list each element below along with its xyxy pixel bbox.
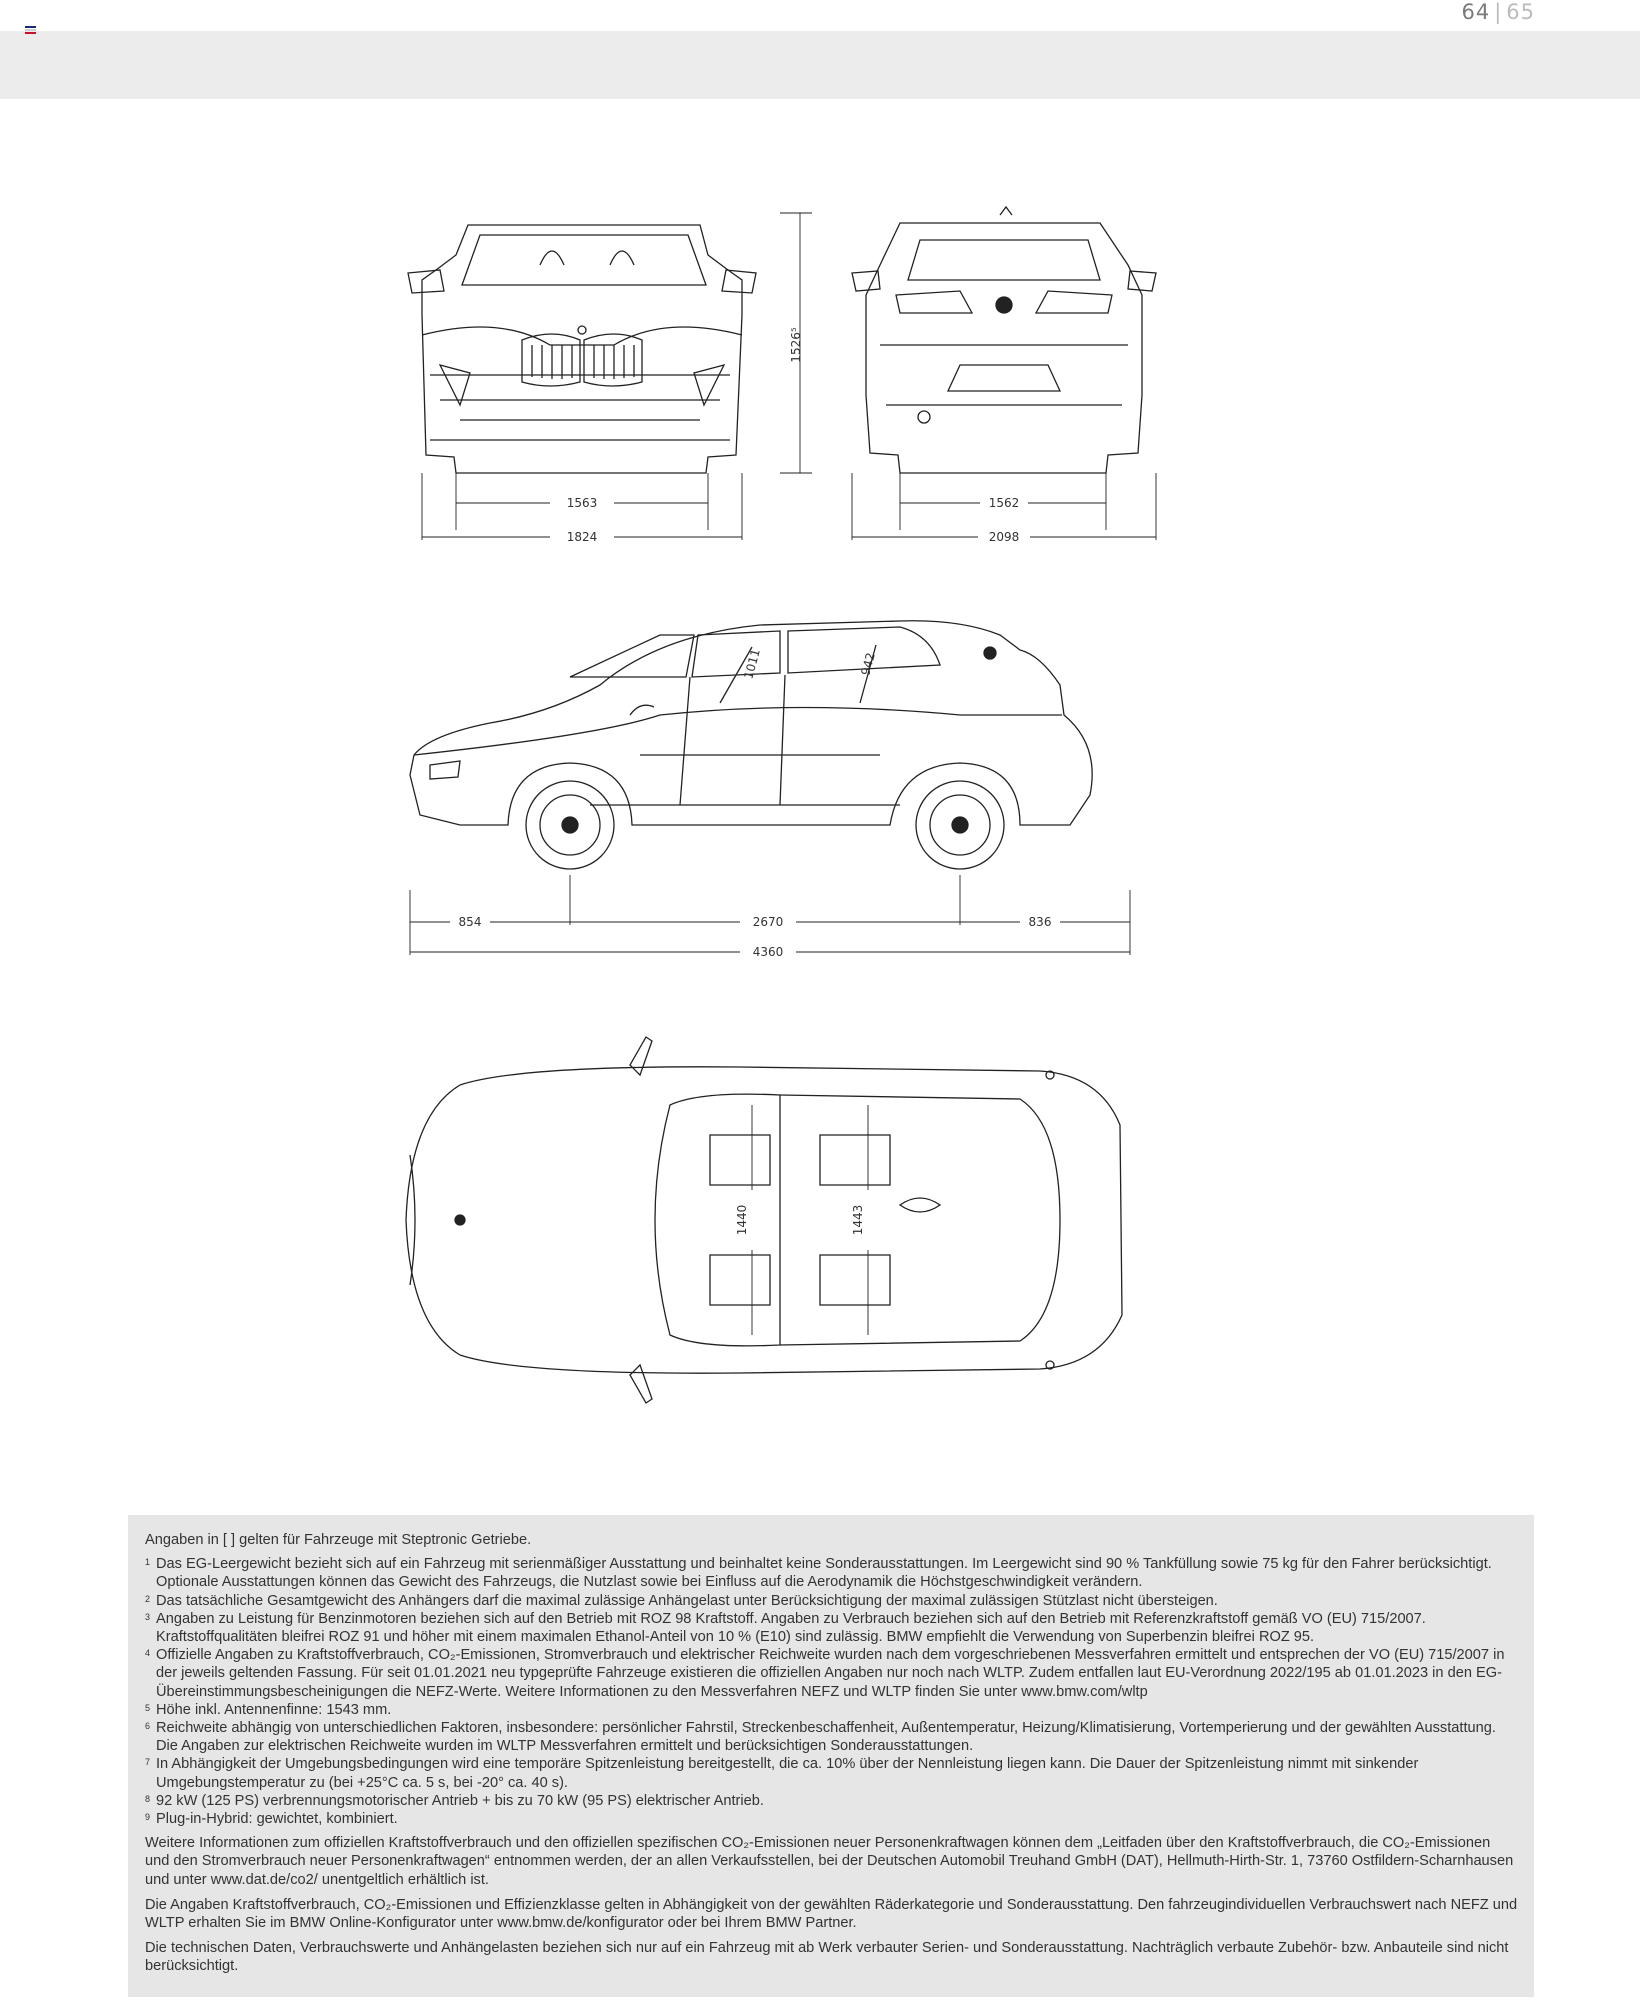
footnote-text: Höhe inkl. Antennenfinne: 1543 mm. [156, 1701, 392, 1718]
footnote-number: 2 [145, 1593, 151, 1604]
dim-front-track: 1563 [566, 496, 598, 510]
flag-stripe [25, 29, 36, 31]
footnote-text: In Abhängigkeit der Umgebungsbedingungen wird eine temporäre Spitzenleistung bereitgestellt, die ca. 10% über der Nennleistung liegen kann. Die Dauer der Spitzenleistung nimmt mit sinkender Umgebungstemperatur zu (bei +25°C ca. 5 s, bei -20° ca. 40 s). [156, 1756, 1419, 1791]
footnote-item [145, 1810, 1518, 1828]
footnote-text: Reichweite abhängig von unterschiedlichen Faktoren, insbesondere: persönlicher Fahrstil, Streckenbeschaffenheit, Außentemperatur, Heizung/Klimatisierung, Vortemperierung und der gewählten Ausstattung. Die Angaben zur elektrischen Reichweite wurden im WLTP Messverfahren ermittelt und berücksichtigen Sonderausstattungen. [156, 1720, 1496, 1755]
dim-rear-overhang: 836 [1028, 915, 1052, 929]
footnote-text: Das EG-Leergewicht bezieht sich auf ein Fahrzeug mit serienmäßiger Ausstattung und beinhaltet keine Sonderausstattungen. Im Leergewicht sind 90 % Tankfüllung sowie 75 kg für den Fahrer berücksichtigt. Optionale Ausstattungen können das Gewicht des Fahrzeugs, die Nutzlast sowie bei Einfluss auf die Aerodynamik die Höchstgeschwindigkeit verändern. [156, 1556, 1492, 1591]
top-view-drawing [406, 1037, 1122, 1403]
flag-stripe [25, 32, 36, 34]
footnote-item [145, 1719, 1518, 1755]
front-view-drawing [408, 225, 756, 473]
footnote-item [145, 1610, 1518, 1646]
footnote-text: Plug-in-Hybrid: gewichtet, kombiniert. [156, 1811, 398, 1828]
footnote-text: Offizielle Angaben zu Kraftstoffverbrauch, CO₂-Emissionen, Stromverbrauch und elektrischer Reichweite wurden nach dem vorgeschriebenen Messverfahren ermittelt und entsprechen der VO (EU) 715/2007 in der jeweils geltenden Fassung. Für seit 01.01.2021 neu typgeprüfte Fahrzeuge existieren die offiziellen Angaben nur noch nach WLTP. Zudem entfallen laut EU-Verordnung 2022/195 ab 01.01.2023 in den EG-Übereinstimmungsbescheinigungen die NEFZ-Werte. Weitere Informationen zu den Messverfahren NEFZ und WLTP finden Sie unter www.bmw.com/wltp [156, 1647, 1505, 1700]
dim-width-mirrors: 2098 [988, 530, 1020, 544]
dim-shoulder-rear: 1443 [851, 1204, 865, 1236]
footnote-list [145, 1555, 1518, 1828]
dim-length: 4360 [752, 945, 784, 959]
footnote-number: 7 [145, 1757, 151, 1768]
dim-front-overhang: 854 [458, 915, 482, 929]
page-separator: | [1494, 0, 1503, 24]
footnote-number: 5 [145, 1702, 151, 1713]
page-numbers [1461, 0, 1535, 24]
footnote-item [145, 1792, 1518, 1810]
dim-width: 1824 [566, 530, 598, 544]
footnote-text: Das tatsächliche Gesamtgewicht des Anhängers darf die maximal zulässige Anhängelast unter Berücksichtigung der maximal zulässigen Stützlast nicht übersteigen. [156, 1592, 1218, 1609]
footnote-item [145, 1701, 1518, 1719]
notes-paragraph-technical-data: Die technischen Daten, Verbrauchswerte und Anhängelasten beziehen sich nur auf ein Fahrzeug mit ab Werk verbauter Serien- und Sonderausstattung. Nachträglich verbaute Zubehör- bzw. Anbauteile sind nicht berücksichtigt. [145, 1940, 1509, 1975]
footnote-text: Angaben zu Leistung für Benzinmotoren beziehen sich auf den Betrieb mit ROZ 98 Kraftstoff. Angaben zu Verbrauch beziehen sich auf den Betrieb mit Referenzkraftstoff gemäß VO (EU) 715/2007. Kraftstoffqualitäten bleifrei ROZ 91 und höher mit einem maximalen Ethanol-Anteil von 10 % (E10) sind zulässig. BMW empfiehlt die Verwendung von Superbenzin bleifrei ROZ 95. [156, 1610, 1426, 1646]
page-number-current[interactable]: 64 [1461, 0, 1491, 24]
notes-paragraph-co2-guide: Weitere Informationen zum offiziellen Kraftstoffverbrauch und den offiziellen spezifischen CO₂-Emissionen neuer Personenkraftwagen können dem „Leitfaden über den Kraftstoffverbrauch, die CO₂-Emissionen und den Stromverbrauch neuer Personenkraftwagen“ entnommen werden, der an allen Verkaufsstellen, bei der Deutschen Automobil Treuhand GmbH (DAT), Hellmuth-Hirth-Str. 1, 73760 Ostfildern-Scharnhausen und unter www.dat.de/co2/ unentgeltlich erhältlich ist. [145, 1835, 1514, 1888]
footnote-number: 6 [145, 1721, 151, 1732]
footnote-text: 92 kW (125 PS) verbrennungsmotorischer Antrieb + bis zu 70 kW (95 PS) elektrischer Antrieb. [156, 1792, 764, 1809]
dim-rear-track: 1562 [988, 496, 1020, 510]
footnote-number: 3 [145, 1611, 151, 1622]
footnote-item [145, 1555, 1518, 1591]
footnote-number: 1 [145, 1557, 151, 1568]
footnote-number: 8 [145, 1793, 151, 1804]
footnotes-panel [128, 1515, 1534, 1997]
dim-height: 1526⁵ [789, 327, 803, 363]
language-flag-icon[interactable] [25, 26, 36, 33]
footnote-item [145, 1646, 1518, 1701]
dim-headroom-front: 1011 [741, 647, 763, 681]
vehicle-dimension-drawings [400, 195, 1240, 1435]
front-dimension-lines [422, 213, 812, 540]
footnote-number: 4 [145, 1648, 151, 1659]
footnote-item [145, 1755, 1518, 1791]
header-band [0, 31, 1640, 99]
notes-intro: Angaben in [ ] gelten für Fahrzeuge mit Steptronic Getriebe. [145, 1532, 532, 1548]
dim-wheelbase: 2670 [752, 915, 784, 929]
notes-paragraph-efficiency: Die Angaben Kraftstoffverbrauch, CO₂-Emissionen und Effizienzklasse gelten in Abhängigkeit von der gewählten Räderkategorie und Sonderausstattung. Den fahrzeugindividuellen Verbrauchswert nach NEFZ und WLTP erhalten Sie im BMW Online-Konfigurator unter www.bmw.de/konfigurator oder bei Ihrem BMW Partner. [145, 1896, 1518, 1932]
footnote-item [145, 1592, 1518, 1610]
dim-headroom-rear: 942 [858, 651, 878, 677]
rear-view-drawing [852, 207, 1156, 473]
flag-stripe [25, 26, 36, 28]
page-number-next[interactable]: 65 [1506, 0, 1535, 24]
dim-shoulder-front: 1440 [735, 1204, 749, 1236]
footnote-number: 9 [145, 1812, 151, 1823]
